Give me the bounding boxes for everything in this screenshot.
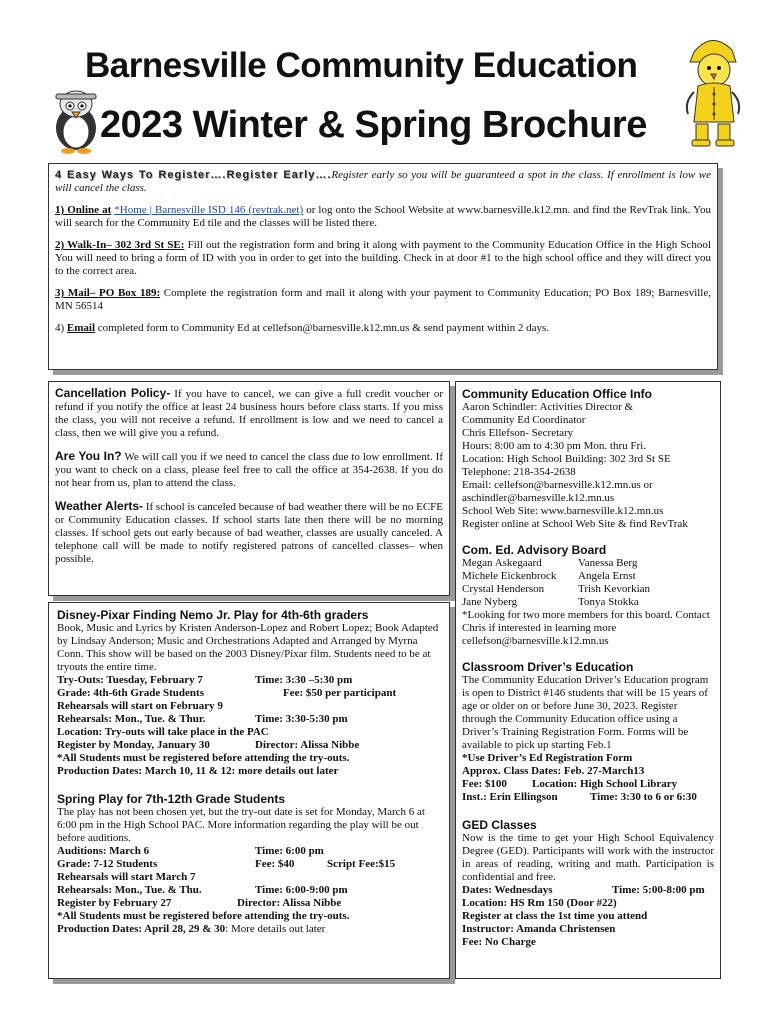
weather-alerts — [55, 500, 443, 566]
nemo-reh-time: Time: 3:30-5:30 pm — [255, 713, 348, 725]
advisory-heading: Com. Ed. Advisory Board — [462, 543, 607, 557]
nemo-director: Director: Alissa Nibbe — [255, 739, 360, 751]
nemo-fee: Fee: $50 per participant — [283, 687, 397, 699]
drivers-desc: The Community Education Driver’s Education program is open to District #146 students that will be 15 years of age or older on or before June 30, 2023. Register through the Community Education office using a Driver’s Training Registration Form. Forms will be available to pick up starting Feb.1 — [462, 674, 709, 751]
ged-fee: Fee: No Charge — [462, 936, 536, 948]
plays-box — [48, 602, 450, 979]
advisory-member: Crystal Henderson — [462, 583, 545, 595]
online-text: or log onto the School Website at www.barnesville.k12.mn. and find the RevTrak link. You will search for the Community Ed tile and the classes will be listed there. — [55, 204, 711, 229]
spring-production-rest: : More details out later — [225, 923, 326, 935]
advisory-member: Angela Ernst — [578, 570, 636, 582]
spring-reh-time: Time: 6:00-9:00 pm — [255, 884, 348, 896]
drivers-time: Time: 3:30 to 6 or 6:30 — [590, 791, 697, 803]
cancel-policy — [55, 387, 443, 440]
spring-auditions: Auditions: March 6 — [57, 845, 150, 857]
register-mail — [55, 287, 711, 313]
office-info — [462, 401, 714, 531]
register-online — [55, 204, 711, 230]
brochure-title-line2: 2023 Winter & Spring Brochure — [100, 104, 647, 146]
drivers-details — [462, 752, 714, 804]
nemo-tryout-time: Time: 3:30 –5:30 pm — [255, 674, 353, 686]
nemo-details — [57, 674, 441, 778]
email-prefix: 4) — [55, 322, 67, 334]
advisory-note: *Looking for two more members for this board. Contact Chris if interested in learning more cellefson@barnesville.k12.mn.us — [462, 609, 710, 647]
register-note: Register early so you will be guaranteed a spot in the class. If enrollment is low we will cancel the class. — [55, 169, 711, 194]
email-text: completed form to Community Ed at cellefson@barnesville.k12.mn.us & send payment within 2 days. — [95, 322, 550, 334]
spring-fee: Fee: $40 — [255, 858, 295, 870]
weather-text: If school is canceled because of bad weather there will be no ECFE or Community Education classes. If school starts late then there will be no morning classes. If school gets out early because of bad weather, classes are usually canceled. A telephone call will be made to notify registered patrons of cancelled classes– when possible. — [55, 501, 444, 565]
drivers-dates: Approx. Class Dates: Feb. 27-March13 — [462, 765, 645, 777]
cancel-heading: Cancellation Policy- — [55, 386, 171, 400]
mail-label: 3) Mail– PO Box 189: — [55, 287, 161, 299]
spring-reh-start: Rehearsals will start March 7 — [57, 871, 196, 883]
advisory-member: Trish Kevorkian — [578, 583, 651, 595]
revtrak-link[interactable]: *Home | Barnesville ISD 146 (revtrak.net) — [114, 204, 304, 216]
office-line: aschindler@barnesville.k12.mn.us — [462, 492, 615, 504]
advisory-members — [462, 557, 714, 609]
register-email — [55, 322, 711, 335]
ged-instructor: Instructor: Amanda Christensen — [462, 923, 616, 935]
register-intro — [55, 169, 711, 195]
office-line: Aaron Schindler: Activities Director & — [462, 401, 634, 413]
areyouin-heading: Are You In? — [55, 449, 122, 463]
info-column — [455, 381, 721, 979]
spring-grade: Grade: 7-12 Students — [57, 858, 158, 870]
brochure-title-line1: Barnesville Community Education — [85, 46, 638, 85]
office-line: School Web Site: www.barnesville.k12.mn.us — [462, 505, 664, 517]
ged-dates: Dates: Wednesdays — [462, 884, 553, 896]
drivers-heading: Classroom Driver’s Education — [462, 660, 634, 674]
walkin-label: 2) Walk-In– 302 3rd St SE: — [55, 239, 185, 251]
weather-heading: Weather Alerts- — [55, 499, 144, 513]
spring-desc: The play has not been chosen yet, but the try-out date is set for Monday, March 6 at 6:00 pm in the High School PAC. More information regarding the play will be out before auditions. — [57, 806, 425, 844]
email-label: Email — [66, 322, 96, 334]
spring-aud-time: Time: 6:00 pm — [255, 845, 324, 857]
office-line: Chris Ellefson- Secretary — [462, 427, 574, 439]
ged-desc: Now is the time to get your High School Equivalency Degree (GED). Participants will work with the instructor in areas of reading, writing and math. Participation is confidential and free. — [462, 832, 714, 883]
advisory-member: Jane Nyberg — [462, 596, 518, 608]
ged-location: Location: HS Rm 150 (Door #22) — [462, 897, 617, 909]
advisory-member: Tonya Stokka — [578, 596, 639, 608]
office-line: Community Ed Coordinator — [462, 414, 586, 426]
nemo-location: Location: Try-outs will take place in the PAC — [57, 726, 269, 738]
drivers-inst: Inst.: Erin Ellingson — [462, 791, 558, 803]
spring-register-by: Register by February 27 — [57, 897, 172, 909]
nemo-reh-days: Rehearsals: Mon., Tue. & Thur. — [57, 713, 206, 725]
office-line: Hours: 8:00 am to 4:30 pm Mon. thru Fri. — [462, 440, 646, 452]
office-line: Location: High School Building: 302 3rd St SE — [462, 453, 671, 465]
cancel-text: If you have to cancel, we can give a full credit voucher or refund if you notify the office at least 24 business hours before class starts. If you miss the class, you will not receive a refund. If enrollment is low and we need to cancel a class, then we will give you a refund. — [55, 388, 443, 439]
ged-register: Register at class the 1st time you attend — [462, 910, 648, 922]
register-walkin — [55, 239, 711, 278]
advisory-member: Megan Askegaard — [462, 557, 542, 569]
nemo-register-by: Register by Monday, January 30 — [57, 739, 210, 751]
spring-reh-days: Rehearsals: Mon., Tue. & Thu. — [57, 884, 202, 896]
nemo-heading: Disney-Pixar Finding Nemo Jr. Play for 4th-6th graders — [57, 608, 369, 622]
penguin-icon — [48, 88, 104, 154]
areyouin-text: We will call you if we need to cancel the class due to low enrollment. If you want to check on a class, please feel free to call the office at 354-2638. If you do not hear from us, plan to attend the class. — [55, 451, 443, 489]
spring-all-students: *All Students must be registered before attending the try-outs. — [57, 910, 350, 922]
register-heading: 4 Easy Ways To Register….Register Early…. — [55, 169, 332, 181]
registration-box — [48, 163, 718, 370]
nemo-desc: Book, Music and Lyrics by Kristen Anderson-Lopez and Robert Lopez; Book Adapted by Lindsay Anderson; Music and Orchestrations Adapted and Arranged by Myrna Conn. This show will be based on the 2003 Disney/Pixar film. Students need to be at tryouts the entire time. — [57, 622, 439, 673]
are-you-in — [55, 450, 443, 490]
advisory-member: Vanessa Berg — [578, 557, 638, 569]
nemo-grade: Grade: 4th-6th Grade Students — [57, 687, 204, 699]
office-line: Register online at School Web Site & find RevTrak — [462, 518, 688, 530]
office-heading: Community Education Office Info — [462, 387, 653, 401]
office-line: Telephone: 218-354-2638 — [462, 466, 576, 478]
chick-in-raincoat-icon — [676, 32, 748, 150]
spring-heading: Spring Play for 7th-12th Grade Students — [57, 792, 286, 806]
spring-details — [57, 845, 441, 936]
spring-production: Production Dates: April 28, 29 & 30 — [57, 923, 226, 935]
mail-text: Complete the registration form and mail it along with your payment to Community Education; PO Box 189; Barnesville, MN 56514 — [55, 287, 711, 312]
nemo-tryouts: Try-Outs: Tuesday, February 7 — [57, 674, 203, 686]
drivers-use-form: *Use Driver’s Ed Registration Form — [462, 752, 633, 764]
ged-heading: GED Classes — [462, 818, 537, 832]
nemo-all-students: *All Students must be registered before attending the try-outs. — [57, 752, 350, 764]
nemo-reh-start: Rehearsals will start on February 9 — [57, 700, 223, 712]
advisory-member: Michele Eickenbrock — [462, 570, 557, 582]
spring-director: Director: Alissa Nibbe — [237, 897, 342, 909]
ged-details — [462, 884, 714, 949]
policies-box — [48, 381, 450, 596]
nemo-production: Production Dates: March 10, 11 & 12: more details out later — [57, 765, 339, 777]
office-line: Email: cellefson@barnesville.k12.mn.us or — [462, 479, 653, 491]
spring-script-fee: Script Fee:$15 — [327, 858, 396, 870]
ged-time: Time: 5:00-8:00 pm — [612, 884, 705, 896]
drivers-location: Location: High School Library — [532, 778, 678, 790]
drivers-fee: Fee: $100 — [462, 778, 507, 790]
online-label: 1) Online at — [55, 204, 112, 216]
walkin-text: Fill out the registration form and bring it along with payment to the Community Education Office in the High School You will need to bring a form of ID with you in order to get into the building. Check in at door #1 to the high school office and they will direct you to the correct area. — [55, 239, 711, 277]
